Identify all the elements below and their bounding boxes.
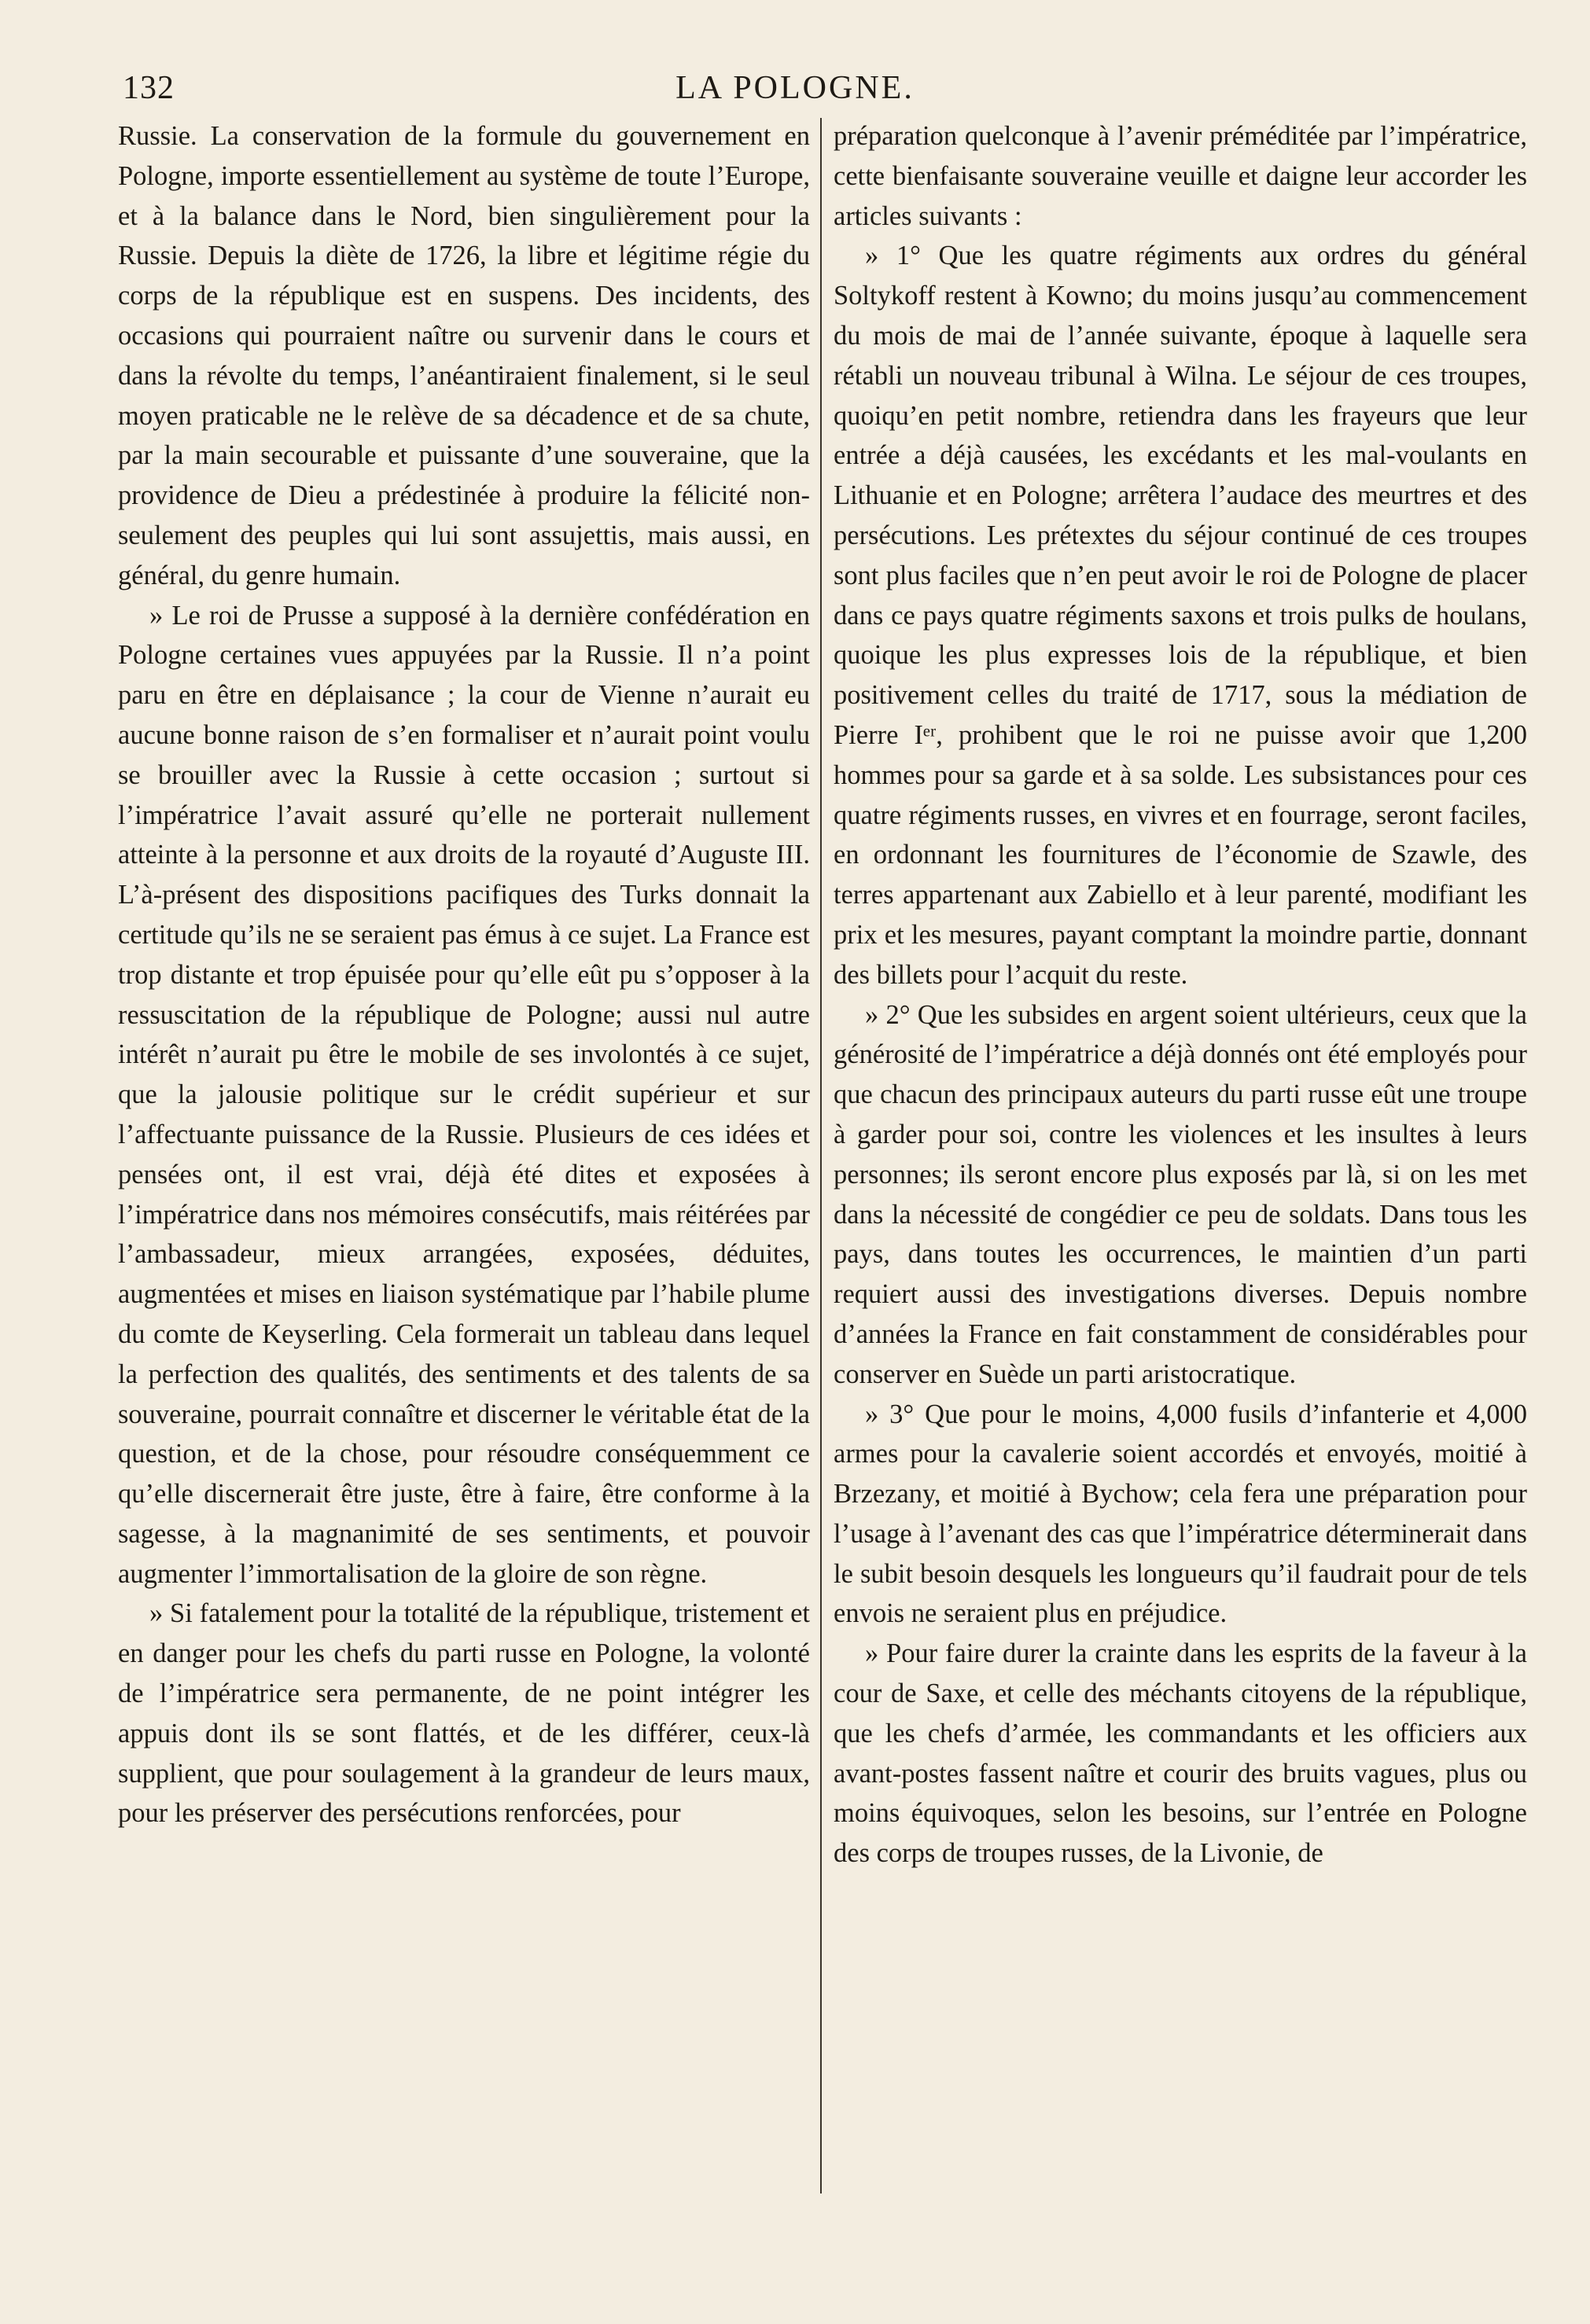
- running-title: LA POLOGNE.: [675, 70, 915, 106]
- left-paragraph-3: » Si fatalement pour la totalité de la république, tristement et en danger pour les chefs du parti russe en Pologne, la volonté de l’impératrice sera permanente, de ne point intégrer les appuis dont ils se sont flattés, et de les différer, ceux-là supplient, que pour soulagement à la grandeur de leurs maux, pour les préserver des persécutions renforcées, pour: [118, 1598, 810, 1829]
- page-number: 132: [123, 70, 175, 106]
- right-paragraph-3: » 2° Que les subsides en argent soient ultérieurs, ceux que la générosité de l’impératrice a déjà donnés ont été employés pour que chacun des principaux auteurs du parti russe eût une troupe à garder pour soi, contre les violences et les insultes à leurs personnes; ils seront encore plus exposés par là, si on les met dans la nécessité de congédier ce peu de soldats. Dans tous les pays, dans toutes les occurrences, le maintien d’un parti requiert aussi des investigations diverses. Depuis nombre d’années la France en fait constamment de considérables pour conserver en Suède un parti aristocratique.: [834, 999, 1527, 1389]
- right-paragraph-4: » 3° Que pour le moins, 4,000 fusils d’infanterie et 4,000 armes pour la cavalerie soient accordés et envoyés, moitié à Brzezany, et moitié à Bychow; cela fera une préparation pour l’usage à l’avenant des cas que l’impératrice déterminerait dans le subit besoin desquels les longueurs qu’il faudrait pour de tels envois ne seraient plus en préjudice.: [834, 1399, 1527, 1629]
- left-paragraph-2: » Le roi de Prusse a supposé à la dernière confédération en Pologne certaines vues appuyées par la Russie. Il n’a point paru en être en déplaisance ; la cour de Vienne n’aurait eu aucune bonne raison de s’en formaliser et n’aurait point voulu se brouiller avec la Russie à cette occasion ; surtout si l’impératrice l’avait assuré qu’elle ne porterait nullement atteinte à la personne et aux droits de la royauté d’Auguste III. L’à-présent des dispositions pacifiques des Turks donnait la certitude qu’ils ne se seraient pas émus à ce sujet. La France est trop distante et trop épuisée pour qu’elle eût pu s’opposer à la ressuscitation de la république de Pologne; aussi nul autre intérêt n’aurait pu être le mobile de ses involontés à ce sujet, que la jalousie politique sur le crédit supérieur et sur l’affectuante puissance de la Russie. Plusieurs de ces idées et pensées ont, il est vrai, déjà été dites et exposées à l’impératrice dans nos mémoires consécutifs, mais réitérées par l’ambassadeur, mieux arrangées, exposées, déduites, augmentées et mises en liaison systématique par l’habile plume du comte de Keyserling. Cela formerait un tableau dans lequel la perfection des qualités, des sentiments et des talents de sa souveraine, pourrait connaître et discerner le véritable état de la question, et de la chose, pour résoudre conséquemment ce qu’elle discernerait être juste, être à faire, être conforme à la sagesse, à la magnanimité de ses sentiments, et pouvoir augmenter l’immortalisation de la gloire de son règne.: [118, 600, 810, 1589]
- left-paragraph-1: Russie. La conservation de la formule du gouvernement en Pologne, importe essentiellement au système de toute l’Europe, et à la balance dans le Nord, bien singulièrement pour la Russie. Depuis la diète de 1726, la libre et légitime régie du corps de la république est en suspens. Des incidents, des occasions qui pourraient naître ou survenir dans le cours et dans la révolte du temps, l’anéantiraient finalement, si le seul moyen praticable ne le relève de sa décadence et de sa chute, par la main secourable et puissante d’une souveraine, que la providence de Dieu a prédestinée à produire la félicité non-seulement des peuples qui lui sont assujettis, mais aussi, en général, du genre humain.: [118, 121, 810, 590]
- right-paragraph-2: » 1° Que les quatre régiments aux ordres du général Soltykoff restent à Kowno; du moins jusqu’au commencement du mois de mai de l’année suivante, époque à laquelle sera rétabli un nouveau tribunal à Wilna. Le séjour de ces troupes, quoiqu’en petit nombre, retiendra dans les frayeurs que leur entrée a déjà causées, les excédants et les mal-voulants en Lithuanie et en Pologne; arrêtera l’audace des meurtres et des persécutions. Les prétextes du séjour continué de ces troupes sont plus faciles que n’en peut avoir le roi de Pologne de placer dans ce pays quatre régiments saxons et trois pulks de houlans, quoique les plus expresses lois de la république, et bien positivement celles du traité de 1717, sous la médiation de Pierre Iᵉʳ, prohibent que le roi ne puisse avoir que 1,200 hommes pour sa garde et à sa solde. Les subsistances pour ces quatre régiments russes, en vivres et en fourrage, seront faciles, en ordonnant les fournitures de l’économie de Szawle, des terres appartenant aux Zabiello et à leur parenté, modifiant les prix et les mesures, payant comptant la moindre partie, donnant des billets pour l’acquit du reste.: [834, 241, 1527, 990]
- page-header: [0, 69, 1590, 116]
- right-paragraph-5: » Pour faire durer la crainte dans les esprits de la faveur à la cour de Saxe, et celle des méchants citoyens de la république, que les chefs d’armée, les commandants et les officiers aux avant-postes fassent naître et courir des bruits vagues, plus ou moins équivoques, selon les besoins, sur l’entrée en Pologne des corps de troupes russes, de la Livonie, de: [834, 1638, 1527, 1869]
- left-column: [118, 116, 810, 1833]
- column-divider: [820, 118, 822, 2193]
- right-paragraph-1: préparation quelconque à l’avenir préméditée par l’impératrice, cette bienfaisante souveraine veuille et daigne leur accorder les articles suivants :: [834, 121, 1527, 231]
- right-column: [834, 116, 1527, 1874]
